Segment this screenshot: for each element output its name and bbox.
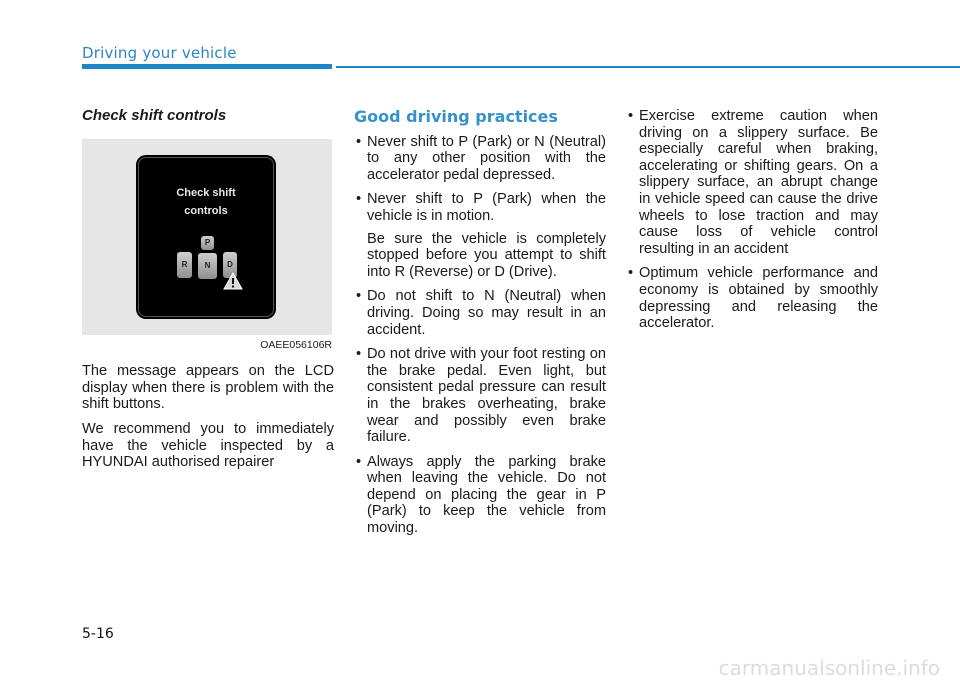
list-item: • Never shift to P (Park) when the vehicle is in motion. Be sure the vehicle is completely stopped before you attempt to shift into R (Reverse) or D (Drive). bbox=[354, 191, 606, 280]
paragraph-2: We recommend you to immediately have the vehicle inspected by a HYUNDAI authorised repairer bbox=[82, 420, 334, 471]
middle-column bbox=[354, 108, 606, 545]
key-p: P bbox=[201, 236, 214, 250]
list-item: • Never shift to P (Park) or N (Neutral) to any other position with the accelerator pedal depressed. bbox=[354, 134, 606, 184]
right-column bbox=[626, 108, 878, 340]
good-driving-heading: Good driving practices bbox=[354, 107, 558, 126]
driving-practices-list-continued bbox=[626, 108, 878, 332]
warning-icon bbox=[223, 272, 243, 290]
header-rule-thick bbox=[82, 64, 332, 69]
lcd-screen bbox=[139, 158, 273, 316]
check-shift-heading: Check shift controls bbox=[82, 107, 227, 124]
watermark: carmanualsonline.info bbox=[718, 656, 940, 680]
shift-controls-figure bbox=[82, 139, 332, 335]
screen-line-2: controls bbox=[184, 204, 228, 217]
figure-caption: OAEE056106R bbox=[260, 338, 332, 351]
screen-line-1: Check shift bbox=[176, 186, 236, 199]
list-item: • Optimum vehicle performance and economy is obtained by smoothly depressing and releasing the accelerator. bbox=[626, 265, 878, 331]
key-d: D bbox=[223, 252, 237, 278]
key-n: N bbox=[198, 253, 217, 279]
list-item: • Always apply the parking brake when leaving the vehicle. Do not depend on placing the gear in P (Park) to keep the vehicle from moving. bbox=[354, 454, 606, 537]
list-item-note: Be sure the vehicle is completely stopped before you attempt to shift into R (Reverse) or D (Drive). bbox=[367, 230, 606, 280]
list-item: • Do not shift to N (Neutral) when driving. Doing so may result in an accident. bbox=[354, 288, 606, 338]
paragraph-1: The message appears on the LCD display when there is problem with the shift buttons. bbox=[82, 363, 334, 413]
section-title: Driving your vehicle bbox=[82, 44, 237, 62]
header-rule-thin bbox=[336, 66, 960, 68]
list-item: • Exercise extreme caution when driving on a slippery surface. Be especially careful when braking, accelerating or shifting gears. On a slippery surface, an abrupt change in vehicle speed can cause the drive wheels to lose traction and may cause loss of vehicle control resulting in an accident bbox=[626, 108, 878, 257]
left-column bbox=[82, 108, 334, 479]
list-item: • Do not drive with your foot resting on the brake pedal. Even light, but consistent pedal pressure can result in the brakes overheating, brake wear and possibly even brake failure. bbox=[354, 346, 606, 446]
page-number: 5-16 bbox=[82, 626, 114, 642]
key-r: R bbox=[177, 252, 192, 278]
driving-practices-list bbox=[354, 134, 606, 537]
